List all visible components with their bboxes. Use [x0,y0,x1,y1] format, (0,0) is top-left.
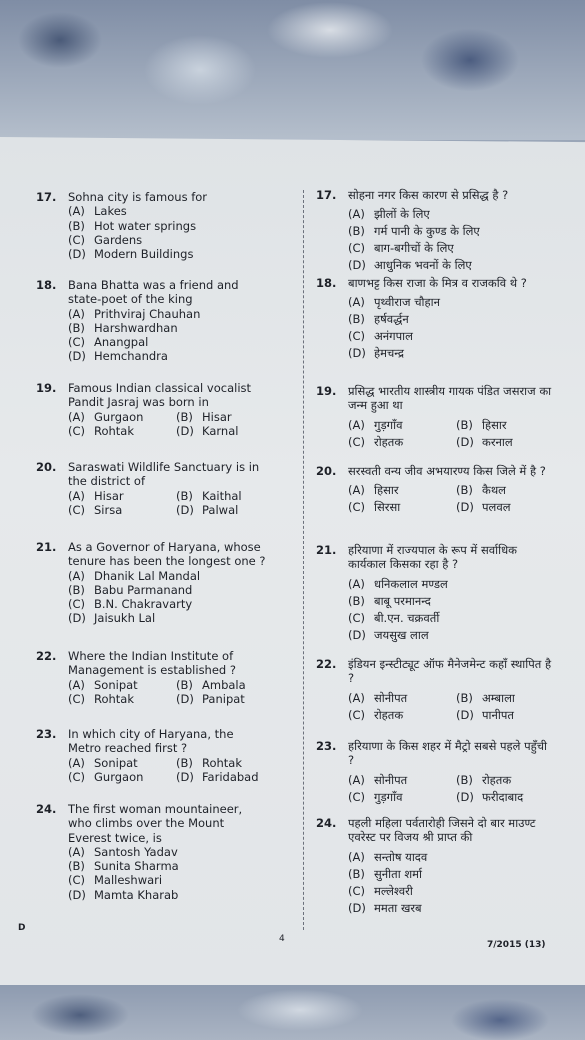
answer-option [176,489,286,503]
option-text: Faridabad [202,769,259,784]
option-text: पलवल [482,500,511,515]
option-letter: (C) [68,873,86,888]
answer-option [68,204,268,218]
answer-option [68,845,268,859]
answer-option [176,770,286,784]
option-text: धनिकलाल मण्डल [374,576,448,591]
option-text: हर्षवर्द्धन [374,312,409,327]
answer-option [456,417,566,434]
answer-option [348,789,456,806]
option-text: Hot water springs [94,218,197,233]
option-letter: (D) [176,691,194,706]
answer-option [348,690,456,707]
option-letter: (A) [68,844,85,859]
option-text: Harshwardhan [94,320,178,335]
option-letter: (B) [68,582,85,597]
answer-option [68,349,268,363]
option-letter: (C) [348,329,366,344]
question-text: As a Governor of Haryana, whose tenure has been the longest one ? [68,540,266,569]
option-text: मल्लेश्वरी [374,883,413,898]
option-text: जयसुख लाल [374,627,429,642]
question-text: Sohna city is famous for [68,190,208,204]
option-text: अनंगपाल [374,329,413,344]
option-letter: (A) [68,204,85,219]
question-number: 22. [36,649,57,663]
hindi-question-17 [316,188,554,274]
option-letter: (B) [348,593,365,608]
option-letter: (A) [348,576,365,591]
answer-option [176,410,286,424]
option-letter: (A) [68,568,85,583]
answer-option [68,569,268,583]
question-text: सोहना नगर किस कारण से प्रसिद्ध है ? [348,188,509,202]
option-text: Hisar [94,488,124,503]
english-question-20 [36,460,268,517]
option-letter: (D) [68,611,86,626]
option-text: Sonipat [94,755,138,770]
option-letter: (B) [176,677,193,692]
option-letter: (A) [348,207,365,222]
option-text: अम्बाला [482,690,515,705]
options-list [348,576,554,644]
option-letter: (B) [176,488,193,503]
option-letter: (B) [456,483,473,498]
answer-option [68,503,176,517]
answer-option [68,597,268,611]
option-text: गुड़गाँव [374,417,403,432]
answer-option [348,593,554,610]
question-number: 23. [36,727,57,741]
answer-option [68,756,176,770]
option-text: Hemchandra [94,349,168,364]
option-letter: (B) [456,772,473,787]
option-letter: (B) [348,224,365,239]
options-list [68,678,268,707]
answer-option [348,883,554,900]
option-text: Gurgaon [94,769,144,784]
option-text: बी.एन. चक्रवर्ती [374,610,440,625]
answer-option [348,311,554,328]
option-text: Panipat [202,691,245,706]
option-text: Dhanik Lal Mandal [94,568,201,583]
option-text: बाबू परमानन्द [374,593,431,608]
answer-option [348,499,456,516]
option-text: Mamta Kharab [94,887,179,902]
option-letter: (A) [68,306,85,321]
option-letter: (D) [68,349,86,364]
option-letter: (D) [176,769,194,784]
option-text: गर्म पानी के कुण्ड के लिए [374,224,480,239]
question-number: 18. [36,278,57,292]
option-text: रोहतक [374,707,404,722]
option-letter: (B) [176,755,193,770]
option-text: रोहतक [374,434,404,449]
answer-option [176,756,286,770]
option-text: सोनीपत [374,690,408,705]
option-letter: (A) [348,417,365,432]
answer-option [348,240,554,257]
question-text: पहली महिला पर्वतारोही जिसने दो बार माउण्ट एवरेस्ट पर विजय श्री प्राप्त की [348,816,536,845]
option-letter: (D) [456,500,474,515]
option-text: झीलों के लिए [374,207,430,222]
answer-option [348,482,456,499]
answer-option [456,789,566,806]
option-letter: (C) [68,423,86,438]
option-text: Modern Buildings [94,247,194,262]
option-letter: (D) [176,502,194,517]
options-list [348,417,554,451]
options-list [348,690,554,724]
option-letter: (A) [348,849,365,864]
option-letter: (C) [348,789,366,804]
question-number: 20. [316,464,337,478]
option-text: सिरसा [374,500,401,515]
answer-option [68,219,268,233]
option-text: सन्तोष यादव [374,849,428,864]
answer-option [68,770,176,784]
corner-code: D [18,923,26,933]
options-list [68,569,268,626]
options-list [68,410,268,439]
options-list [348,206,554,274]
answer-option [68,859,268,873]
answer-option [68,888,268,902]
option-text: Babu Parmanand [94,582,193,597]
english-question-17 [36,190,268,261]
option-letter: (A) [68,755,85,770]
option-text: ममता खरब [374,900,422,915]
option-text: Palwal [202,502,239,517]
question-number: 23. [316,739,337,753]
page-number: 4 [279,934,285,944]
question-number: 17. [316,188,337,202]
answer-option [456,707,566,724]
question-text: The first woman mountaineer, who climbs over the Mount Everest twice, is [68,802,243,845]
option-letter: (C) [348,883,366,898]
option-letter: (C) [68,335,86,350]
question-text: बाणभट्ट किस राजा के मित्र व राजकवि थे ? [348,276,527,290]
english-question-23 [36,727,268,784]
answer-option [456,482,566,499]
option-text: Anangpal [94,335,149,350]
answer-option [348,707,456,724]
answer-option [348,206,554,223]
option-text: आधुनिक भवनों के लिए [374,258,472,273]
options-list [68,845,268,902]
option-letter: (A) [348,772,365,787]
option-text: Sonipat [94,677,138,692]
option-letter: (B) [456,690,473,705]
question-number: 21. [316,543,337,557]
question-number: 17. [36,190,57,204]
hindi-question-21 [316,543,554,644]
option-text: B.N. Chakravarty [94,597,193,612]
answer-option [68,247,268,261]
hindi-question-24 [316,816,554,917]
option-text: करनाल [482,434,513,449]
question-text: सरस्वती वन्य जीव अभयारण्य किस जिले में है ? [348,464,546,478]
question-text: Famous Indian classical vocalist Pandit Jasraj was born in [68,381,252,410]
options-list [348,772,554,806]
options-list [68,204,268,261]
option-letter: (D) [68,247,86,262]
question-number: 24. [316,816,337,830]
answer-option [176,692,286,706]
option-letter: (C) [68,232,86,247]
answer-option [176,424,286,438]
answer-option [456,772,566,789]
question-number: 20. [36,460,57,474]
answer-option [68,692,176,706]
answer-option [68,335,268,349]
answer-option [348,866,554,883]
options-list [68,756,268,785]
answer-option [68,489,176,503]
answer-option [68,307,268,321]
option-letter: (D) [68,887,86,902]
answer-option [176,678,286,692]
option-letter: (B) [68,859,85,874]
option-letter: (B) [348,866,365,881]
hindi-question-20 [316,464,554,516]
hindi-question-19 [316,384,554,451]
option-letter: (A) [348,483,365,498]
option-letter: (C) [348,434,366,449]
option-text: रोहतक [482,772,512,787]
options-list [348,294,554,362]
option-letter: (B) [176,409,193,424]
question-text: Bana Bhatta was a friend and state-poet of the king [68,278,239,307]
options-list [348,482,554,516]
english-question-24 [36,802,268,902]
english-question-19 [36,381,268,438]
answer-option [348,328,554,345]
english-question-21 [36,540,268,626]
option-text: कैथल [482,483,506,498]
answer-option [68,583,268,597]
answer-option [68,321,268,335]
answer-option [348,294,554,311]
answer-option [456,434,566,451]
question-text: हरियाणा में राज्यपाल के रूप में सर्वाधिक कार्यकाल किसका रहा है ? [348,543,517,572]
option-text: पानीपत [482,707,514,722]
option-text: सुनीता शर्मा [374,866,422,881]
question-text: हरियाणा के किस शहर में मैट्रो सबसे पहले पहुँची ? [348,739,548,768]
paper-code: 7/2015 (13) [487,940,546,950]
option-letter: (A) [348,690,365,705]
answer-option [68,410,176,424]
answer-option [68,873,268,887]
english-question-18 [36,278,268,364]
option-text: गुड़गाँव [374,789,403,804]
option-text: Gurgaon [94,409,144,424]
option-text: सोनीपत [374,772,408,787]
option-letter: (C) [348,707,366,722]
option-letter: (C) [68,502,86,517]
answer-option [68,611,268,625]
answer-option [348,576,554,593]
tablecloth-background-bottom [0,985,585,1040]
options-list [68,489,268,518]
option-letter: (A) [68,409,85,424]
option-text: हिसार [374,483,399,498]
options-list [348,849,554,917]
answer-option [456,690,566,707]
question-text: In which city of Haryana, the Metro reached first ? [68,727,234,756]
option-letter: (A) [68,677,85,692]
option-letter: (B) [68,320,85,335]
option-text: फरीदाबाद [482,789,524,804]
option-text: पृथ्वीराज चौहान [374,295,440,310]
option-text: Rohtak [94,423,135,438]
option-letter: (C) [68,691,86,706]
tablecloth-background-top [0,0,585,140]
answer-option [68,678,176,692]
english-question-22 [36,649,268,706]
answer-option [348,849,554,866]
option-text: हेमचन्द्र [374,346,404,361]
hindi-question-22 [316,657,554,724]
option-letter: (B) [68,218,85,233]
option-text: Jaisukh Lal [94,611,156,626]
option-letter: (D) [348,258,366,273]
answer-option [176,503,286,517]
option-letter: (C) [68,769,86,784]
option-text: Santosh Yadav [94,844,178,859]
option-letter: (C) [348,241,366,256]
option-text: Kaithal [202,488,242,503]
option-text: बाग-बगीचों के लिए [374,241,454,256]
question-number: 19. [36,381,57,395]
answer-option [68,424,176,438]
option-text: Lakes [94,204,127,219]
question-text: प्रसिद्ध भारतीय शास्त्रीय गायक पंडित जसराज का जन्म हुआ था [348,384,552,413]
option-text: Rohtak [94,691,135,706]
option-letter: (C) [348,500,366,515]
option-text: Karnal [202,423,239,438]
question-text: Saraswati Wildlife Sanctuary is in the district of [68,460,260,489]
option-letter: (C) [68,597,86,612]
option-text: हिसार [482,417,507,432]
option-letter: (D) [348,346,366,361]
answer-option [456,499,566,516]
question-number: 22. [316,657,337,671]
answer-option [68,233,268,247]
option-text: Ambala [202,677,246,692]
question-text: Where the Indian Institute of Management is established ? [68,649,236,678]
answer-option [348,417,456,434]
answer-option [348,900,554,917]
question-text: इंडियन इन्स्टीट्यूट ऑफ मैनेजमेन्ट कहाँ स्थापित है ? [348,657,552,686]
option-text: Sirsa [94,502,123,517]
option-text: Malleshwari [94,873,163,888]
option-text: Sunita Sharma [94,859,179,874]
answer-option [348,257,554,274]
option-text: Hisar [202,409,232,424]
answer-option [348,434,456,451]
hindi-question-18 [316,276,554,362]
option-letter: (D) [348,900,366,915]
option-letter: (B) [348,312,365,327]
question-number: 18. [316,276,337,290]
answer-option [348,610,554,627]
option-text: Prithviraj Chauhan [94,306,201,321]
answer-option [348,223,554,240]
answer-option [348,627,554,644]
option-letter: (A) [68,488,85,503]
question-number: 21. [36,540,57,554]
option-letter: (D) [456,707,474,722]
answer-option [348,345,554,362]
option-letter: (D) [176,423,194,438]
option-text: Rohtak [202,755,243,770]
answer-option [348,772,456,789]
question-number: 19. [316,384,337,398]
option-text: Gardens [94,232,143,247]
option-letter: (D) [348,627,366,642]
option-letter: (C) [348,610,366,625]
option-letter: (A) [348,295,365,310]
option-letter: (D) [456,434,474,449]
option-letter: (D) [456,789,474,804]
column-divider [303,190,304,930]
option-letter: (B) [456,417,473,432]
hindi-question-23 [316,739,554,806]
options-list [68,307,268,364]
question-number: 24. [36,802,57,816]
